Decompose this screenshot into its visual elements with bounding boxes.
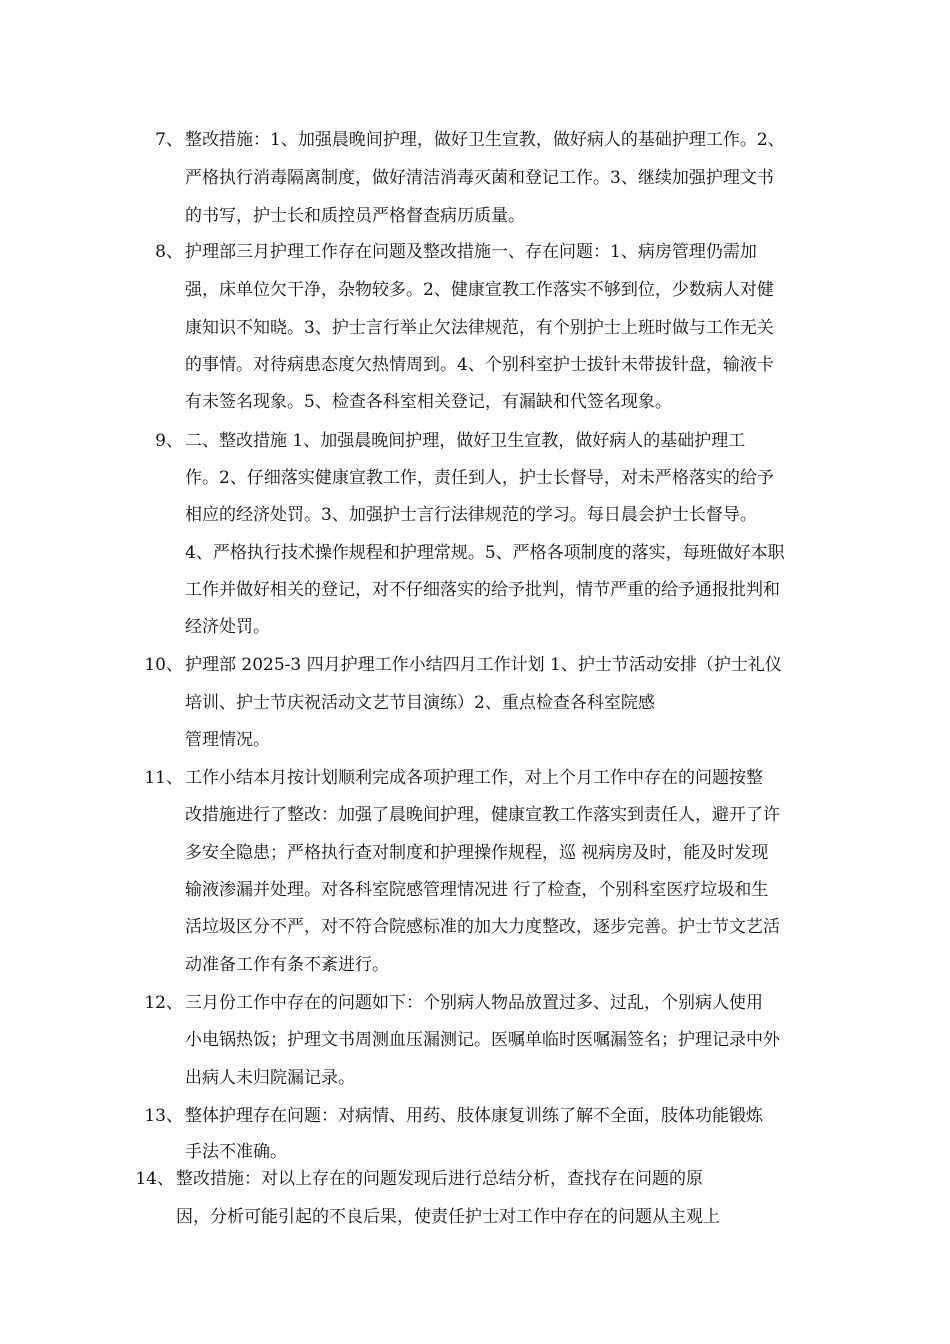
item-text-line: 整改措施：对以上存在的问题发现后进行总结分析，查找存在问题的原 [176, 1169, 703, 1189]
item-number: 8、 [155, 242, 183, 262]
item-text-line: 输液渗漏并处理。对各科室院感管理情况进 行了检查，个别科室医疗垃圾和生 [185, 880, 769, 900]
item-number: 7、 [155, 130, 183, 150]
item-text-line: 相应的经济处罚。3、加强护士言行法律规范的学习。每日晨会护士长督导。 [185, 505, 757, 525]
item-number: 10、 [144, 655, 183, 675]
item-text-line: 动准备工作有条不紊进行。 [185, 955, 389, 975]
item-text-line: 护理部三月护理工作存在问题及整改措施一、存在问题：1、病房管理仍需加 [185, 242, 757, 262]
item-number: 11、 [144, 768, 183, 788]
item-text-line: 的事情。对待病患态度欠热情周到。4、个别科室护士拔针未带拔针盘，输液卡 [185, 355, 774, 375]
item-text-line: 经济处罚。 [185, 617, 270, 637]
item-number: 14、 [135, 1169, 174, 1189]
item-number: 13、 [144, 1106, 183, 1126]
item-text-line: 严格执行消毒隔离制度，做好清洁消毒灭菌和登记工作。3、继续加强护理文书 [185, 168, 774, 188]
item-text-line: 改措施进行了整改：加强了晨晚间护理，健康宣教工作落实到责任人，避开了许 [185, 805, 780, 825]
item-text-line: 整体护理存在问题：对病情、用药、肢体康复训练了解不全面，肢体功能锻炼 [185, 1106, 763, 1126]
item-text-line: 的书写，护士长和质控员严格督查病历质量。 [185, 206, 525, 226]
item-number: 12、 [144, 993, 183, 1013]
item-text-line: 护理部 2025-3 四月护理工作小结四月工作计划 1、护士节活动安排（护士礼仪 [185, 655, 782, 675]
item-number: 9、 [155, 431, 183, 451]
item-text-line: 工作小结本月按计划顺利完成各项护理工作，对上个月工作中存在的问题按整 [185, 768, 763, 788]
item-text-line: 康知识不知晓。3、护士言行举止欠法律规范，有个别护士上班时做与工作无关 [185, 318, 774, 338]
item-text-line: 多安全隐患；严格执行查对制度和护理操作规程，巡 视病房及时，能及时发现 [185, 843, 769, 863]
item-text-line: 二、整改措施 1、加强晨晚间护理，做好卫生宣教，做好病人的基础护理工 [185, 431, 746, 451]
item-text-line: 有未签名现象。5、检查各科室相关登记，有漏缺和代签名现象。 [185, 392, 672, 412]
item-text-line: 出病人未归院漏记录。 [185, 1068, 355, 1088]
item-text-line: 强，床单位欠干净，杂物较多。2、健康宣教工作落实不够到位，少数病人对健 [185, 280, 774, 300]
item-text-line: 工作并做好相关的登记，对不仔细落实的给予批判，情节严重的给予通报批判和 [185, 580, 780, 600]
item-text-line: 整改措施：1、加强晨晚间护理，做好卫生宣教，做好病人的基础护理工作。2、 [185, 130, 785, 150]
item-text-line: 因，分析可能引起的不良后果，使责任护士对工作中存在的问题从主观上 [176, 1207, 720, 1227]
item-text-line: 活垃圾区分不严，对不符合院感标准的加大力度整改，逐步完善。护士节文艺活 [185, 917, 780, 937]
item-text-line: 4、严格执行技术操作规程和护理常规。5、严格各项制度的落实，每班做好本职 [185, 543, 785, 563]
item-text-line: 作。2、仔细落实健康宣教工作，责任到人，护士长督导，对未严格落实的给予 [185, 468, 774, 488]
item-text-line: 管理情况。 [185, 730, 270, 750]
item-text-line: 手法不准确。 [185, 1142, 287, 1162]
item-text-line: 培训、护士节庆祝活动文艺节目演练）2、重点检查各科室院感 [185, 693, 655, 713]
item-text-line: 小电锅热饭；护理文书周测血压漏测记。医嘱单临时医嘱漏签名；护理记录中外 [185, 1030, 780, 1050]
item-text-line: 三月份工作中存在的问题如下：个别病人物品放置过多、过乱，个别病人使用 [185, 993, 763, 1013]
